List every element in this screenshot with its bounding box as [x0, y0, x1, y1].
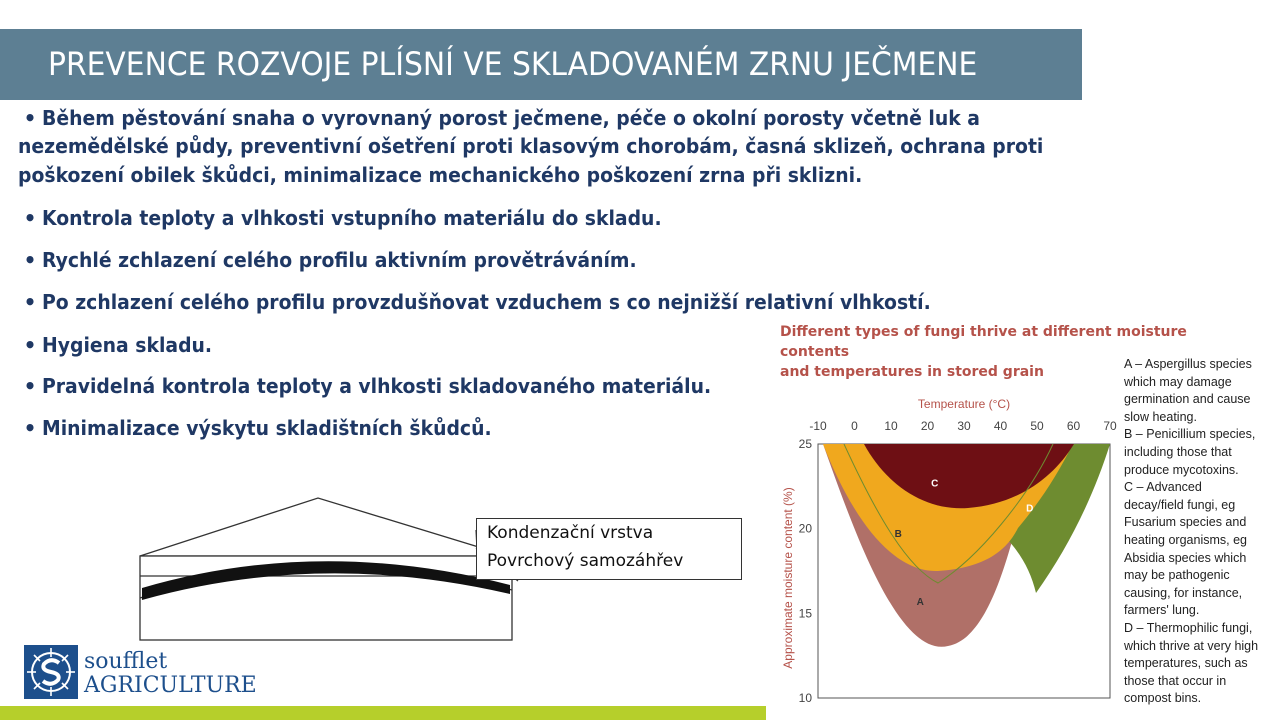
bullet-item: • Minimalizace výskytu skladištních škůdců. [18, 414, 520, 443]
x-tick-label: 60 [1066, 419, 1081, 433]
bullet-text: nezemědělské půdy, preventivní ošetření proti klasovým chorobám, časná sklizeň, ochrana proti [18, 134, 1044, 158]
bullet-text: poškození obilek škůdci, minimalizace mechanického poškození zrna při sklizni. [18, 163, 863, 187]
bullet-item: • Během pěstování snaha o vyrovnaný porost ječmene, péče o okolní porosty včetně luk a [18, 104, 1040, 133]
x-tick-label: 10 [884, 419, 898, 433]
bullet-item: • Hygiena skladu. [18, 331, 223, 360]
legend-item-A: A – Aspergillus species which may damage germination and cause slow heating. [1124, 357, 1252, 424]
bullet-text: Pravidelná kontrola teploty a vlhkosti skladovaného materiálu. [42, 374, 712, 398]
bullet-item: • Kontrola teploty a vlhkosti vstupního materiálu do skladu. [18, 204, 701, 233]
y-tick-labels [799, 437, 813, 705]
callout-condensation: Kondenzační vrstva [487, 523, 654, 543]
pile-roof [140, 498, 508, 556]
callout-box [476, 518, 742, 580]
title-bar [0, 29, 1082, 100]
logo-text [84, 650, 257, 698]
bullet-text: Kontrola teploty a vlhkosti vstupního materiálu do skladu. [42, 206, 662, 230]
legend-item-C: C – Advanced decay/field fungi, eg Fusarium species and heating organisms, eg Absidia species which may be pathogenic causing, for instance, farmers' lung. [1124, 480, 1247, 618]
x-tick-label: 50 [1030, 419, 1044, 433]
legend-item-D: D – Thermophilic fungi, which thrive at very high temperatures, such as those that occur in compost bins. [1124, 620, 1259, 706]
callout-self-heating: Povrchový samozáhřev [487, 551, 684, 571]
zone-label-D: D [1026, 503, 1034, 515]
y-tick-label: 20 [798, 521, 812, 536]
logo-tagline: AGRICULTURE [84, 673, 257, 698]
y-axis-label: Approximate moisture content (%) [781, 487, 795, 669]
logo-name: soufflet [84, 649, 168, 674]
y-tick-label: 25 [798, 437, 812, 451]
zone-label-B: B [894, 529, 902, 541]
x-axis-label: Temperature (°C) [917, 397, 1011, 411]
bullet-item: • Rychlé zchlazení celého profilu aktivním provětráváním. [18, 246, 675, 275]
bullet-continuation [18, 161, 916, 190]
bullet-continuation [18, 132, 1109, 161]
bullet-text: Během pěstování snaha o vyrovnaný porost ječmene, péče o okolní porosty včetně luk a [42, 106, 980, 130]
x-tick-label: 40 [993, 419, 1008, 433]
bullet-text: Rychlé zchlazení celého profilu aktivním provětráváním. [42, 248, 637, 272]
x-tick-label: 20 [920, 419, 935, 433]
legend-item-B: B – Penicillium species, including those that produce mycotoxins. [1124, 427, 1256, 477]
x-tick-label: 70 [1103, 419, 1117, 433]
figure-title-line2: and temperatures in stored grain [780, 364, 1044, 380]
x-tick-labels [809, 419, 1117, 433]
zone-label-C: C [931, 478, 939, 490]
bullet-item: • Po zchlazení celého profilu provzdušňovat vzduchem s co nejnižší relativní vlhkostí. [18, 288, 987, 317]
bullet-text: Po zchlazení celého profilu provzdušňovat vzduchem s co nejnižší relativní vlhkostí. [42, 290, 931, 314]
fungi-chart [768, 378, 1124, 720]
figure-title-line1: Different types of fungi thrive at different moisture contents [780, 324, 1187, 360]
x-tick-label: -10 [809, 419, 827, 433]
bullet-text: Minimalizace výskytu skladištních škůdců. [42, 416, 492, 440]
x-tick-label: 0 [851, 419, 858, 433]
y-tick-label: 10 [798, 691, 812, 705]
soufflet-logo-icon [24, 645, 78, 699]
y-tick-label: 15 [798, 606, 812, 621]
slide-title: PREVENCE ROZVOJE PLÍSNÍ VE SKLADOVANÉM ZRNU JEČMENE [48, 45, 978, 83]
bottom-accent-bar [0, 706, 766, 720]
bullet-text: Hygiena skladu. [42, 333, 213, 357]
bullet-item: • Pravidelná kontrola teploty a vlhkosti skladovaného materiálu. [18, 372, 754, 401]
zone-label-A: A [916, 596, 924, 608]
grain-pile-diagram [130, 490, 530, 645]
chart-legend [1124, 356, 1280, 708]
x-tick-label: 30 [957, 419, 971, 433]
